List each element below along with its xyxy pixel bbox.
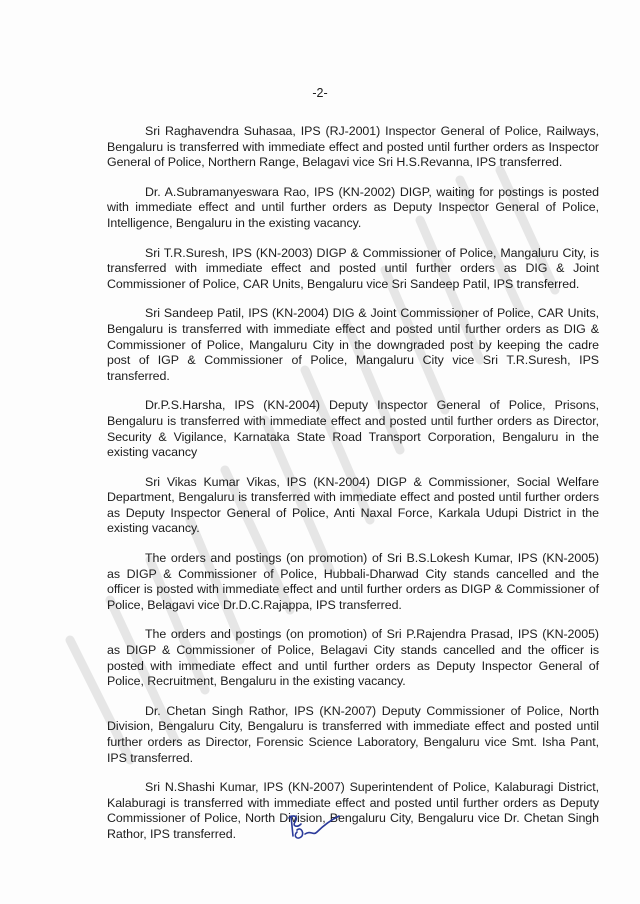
order-paragraph: Dr.P.S.Harsha, IPS (KN-2004) Deputy Inspector General of Police, Prisons, Bengaluru is transferred with immediate effect and posted until further orders as Director, Security & Vigilance, Karnataka State Road Transport Corporation, Bengaluru in the existing vacancy: [107, 398, 599, 460]
order-paragraph: Sri Vikas Kumar Vikas, IPS (KN-2004) DIGP & Commissioner, Social Welfare Department, Bengaluru is transferred with immediate effect and posted until further orders as Deputy Inspector General of Police, Anti Naxal Force, Karkala Udupi District in the existing vacancy.: [107, 474, 599, 536]
signature-initials: [283, 810, 343, 844]
order-paragraph: The orders and postings (on promotion) of Sri P.Rajendra Prasad, IPS (KN-2005) as DIGP & Commissioner of Police, Belagavi City stands cancelled and the officer is posted with immediate effect and until further orders as Deputy Inspector General of Police, Recruitment, Bengaluru in the existing vacancy.: [107, 627, 599, 689]
order-paragraph: Sri Sandeep Patil, IPS (KN-2004) DIG & Joint Commissioner of Police, CAR Units, Bengaluru is transferred with immediate effect and posted until further orders as DIG & Commissioner of Police, Mangaluru City in the downgraded post by keeping the cadre post of IGP & Commissioner of Police, Mangaluru City vice Sri T.R.Suresh, IPS transferred.: [107, 306, 599, 383]
order-paragraph: Sri Raghavendra Suhasaa, IPS (RJ-2001) Inspector General of Police, Railways, Bengaluru is transferred with immediate effect and posted until further orders as Inspector General of Police, Northern Range, Belagavi vice Sri H.S.Revanna, IPS transferred.: [107, 124, 599, 170]
order-paragraph: Sri T.R.Suresh, IPS (KN-2003) DIGP & Commissioner of Police, Mangaluru City, is transferred with immediate effect and posted until further orders as DIG & Joint Commissioner of Police, CAR Units, Bengaluru vice Sri Sandeep Patil, IPS transferred.: [107, 245, 599, 291]
order-paragraph: Dr. Chetan Singh Rathor, IPS (KN-2007) Deputy Commissioner of Police, North Division, Bengaluru City, Bengaluru is transferred with immediate effect and posted until further orders as Director, Forensic Science Laboratory, Bengaluru vice Smt. Isha Pant, IPS transferred.: [107, 703, 599, 765]
order-paragraph: The orders and postings (on promotion) of Sri B.S.Lokesh Kumar, IPS (KN-2005) as DIGP & Commissioner of Police, Hubbali-Dharwad City stands cancelled and the officer is posted with immediate effect and until further orders as DIGP & Commissioner of Police, Belagavi vice Dr.D.C.Rajappa, IPS transferred.: [107, 551, 599, 612]
document-body: [107, 124, 599, 857]
order-paragraph: Sri N.Shashi Kumar, IPS (KN-2007) Superintendent of Police, Kalaburagi District, Kalaburagi is transferred with immediate effect and posted until further orders as Deputy Commissioner of Police, North Division, Bengaluru City, Bengaluru vice Dr. Chetan Singh Rathor, IPS transferred.: [107, 780, 599, 841]
order-paragraph: Dr. A.Subramanyeswara Rao, IPS (KN-2002) DIGP, waiting for postings is posted with immediate effect and until further orders as Deputy Inspector General of Police, Intelligence, Bengaluru in the existing vacancy.: [107, 184, 599, 230]
page-number: -2-: [312, 86, 328, 100]
